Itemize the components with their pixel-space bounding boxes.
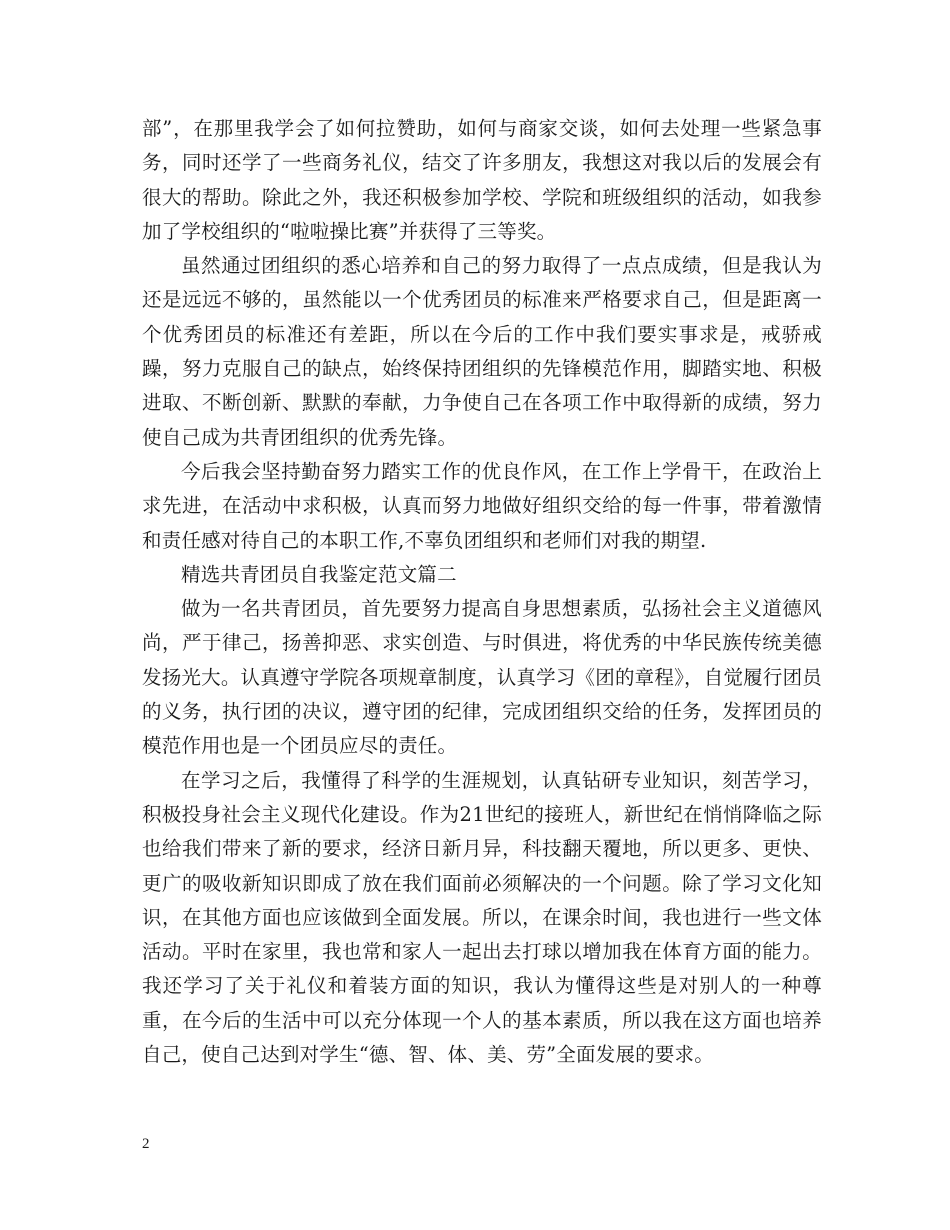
section-heading: 精选共青团员自我鉴定范文篇二 <box>181 562 457 586</box>
paragraph-study-development: 在学习之后，我懂得了科学的生涯规划，认真钻研专业知识，刻苦学习，积极投身社会主义现代化建设。作为21世纪的接班人，新世纪在悄悄降临之际也给我们带来了新的要求，经济日新月异，科技翻天覆地，所以更多、更快、更广的吸收新知识即成了放在我们面前必须解决的一个问题。除了学习文化知识，在其他方面也应该做到全面发展。所以，在课余时间，我也进行一些文体活动。平时在家里，我也常和家人一起出去打球以增加我在体育方面的能力。我还学习了关于礼仪和着装方面的知识，我认为懂得这些是对别人的一种尊重，在今后的生活中可以充分体现一个人的基本素质，所以我在这方面也培养自己，使自己达到对学生“德、智、体、美、劳”全面发展的要求。 <box>142 768 822 1067</box>
paragraph-future-commitment: 今后我会坚持勤奋努力踏实工作的优良作风，在工作上学骨干，在政治上求先进，在活动中求积极，认真而努力地做好组织交给的每一件事，带着激情和责任感对待自己的本职工作,不辜负团组织和老师们对我的期望. <box>142 459 822 552</box>
paragraph-achievement: 虽然通过团组织的悉心培养和自己的努力取得了一点点成绩，但是我认为还是远远不够的，虽然能以一个优秀团员的标准来严格要求自己，但是距离一个优秀团员的标准还有差距，所以在今后的工作中我们要实事求是，戒骄戒躁，努力克服自己的缺点，始终保持团组织的先锋模范作用，脚踏实地、积极进取、不断创新、默默的奉献，力争使自己在各项工作中取得新的成绩，努力使自己成为共青团组织的优秀先锋。 <box>142 254 822 449</box>
page-number: 2 <box>142 1136 150 1152</box>
document-body <box>142 112 822 1072</box>
paragraph-member-duty: 做为一名共青团员，首先要努力提高自身思想素质，弘扬社会主义道德风尚，严于律己，扬善抑恶、求实创造、与时俱进，将优秀的中华民族传统美德发扬光大。认真遵守学院各项规章制度，认真学习《团的章程》，自觉履行团员的义务，执行团的决议，遵守团的纪律，完成团组织交给的任务，发挥团员的模范作用也是一个团员应尽的责任。 <box>142 597 822 758</box>
paragraph-continuation: 部”，在那里我学会了如何拉赞助，如何与商家交谈，如何去处理一些紧急事务，同时还学了一些商务礼仪，结交了许多朋友，我想这对我以后的发展会有很大的帮助。除此之外，我还积极参加学校、学院和班级组织的活动，如我参加了学校组织的“啦啦操比赛”并获得了三等奖。 <box>142 117 822 243</box>
